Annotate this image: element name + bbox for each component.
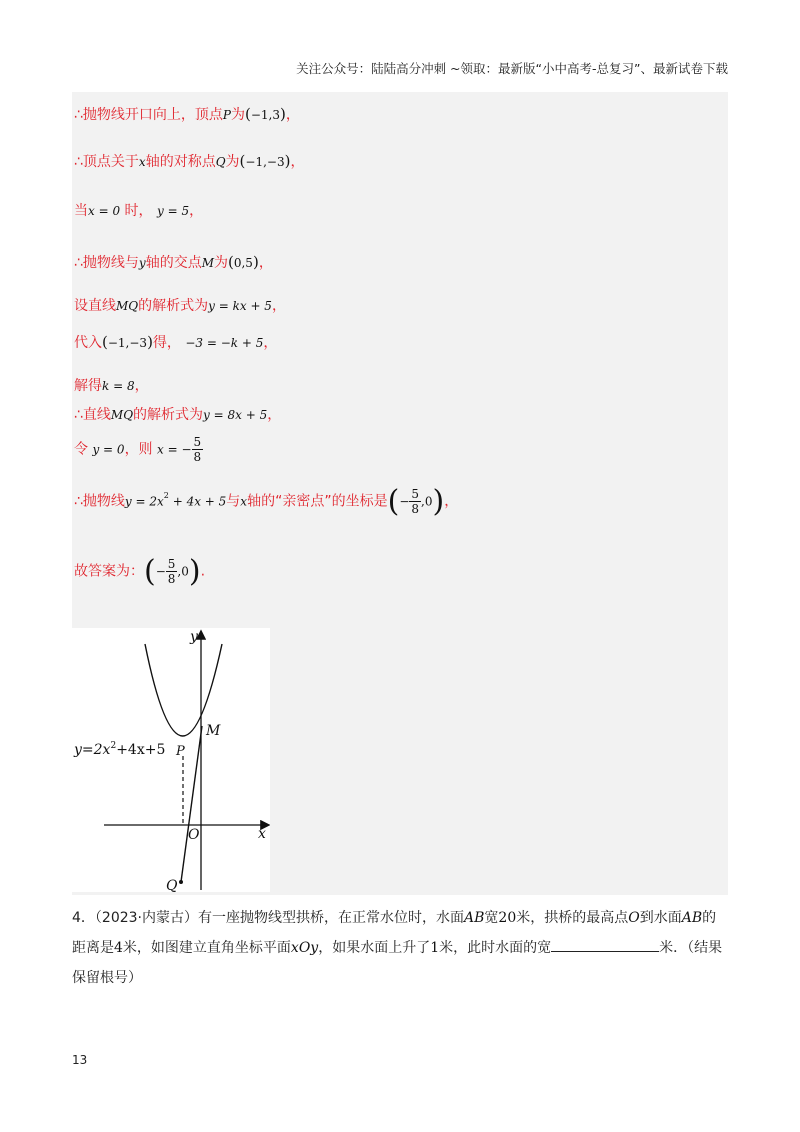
- fraction: [192, 435, 204, 464]
- text: 米，此时水面的宽: [439, 940, 552, 956]
- text: 当: [74, 203, 88, 219]
- point-p-label: P: [176, 744, 185, 759]
- text: ∴抛物线开口向上，顶点: [74, 107, 223, 123]
- x-axis-label: x: [258, 826, 266, 842]
- coordinate: 0,5: [233, 256, 253, 270]
- math-var: O: [628, 910, 640, 926]
- parabola-graph: [72, 628, 270, 892]
- math-var: Q: [215, 155, 226, 169]
- equation: x = −: [157, 442, 192, 457]
- point-m-label: M: [206, 723, 221, 739]
- coordinate: −1,−3: [245, 155, 285, 169]
- minus-sign: −: [155, 564, 166, 579]
- math-number: 1: [430, 940, 440, 956]
- solution-line-3: [74, 200, 203, 220]
- text: ∴顶点关于: [74, 154, 139, 170]
- point-q: [179, 880, 183, 884]
- text: 轴的“亲密点”的坐标是: [247, 493, 388, 510]
- numerator: 5: [411, 487, 420, 501]
- exponent: 2: [163, 490, 169, 500]
- y-axis-label: y: [190, 629, 198, 645]
- math-var: x: [240, 494, 248, 509]
- point-q-label: Q: [166, 878, 178, 892]
- text: ，: [258, 255, 273, 271]
- solution-line-2: ∴顶点关于x轴的对称点Q为(−1,−3)，: [74, 152, 305, 170]
- math-var: MQ: [110, 408, 134, 422]
- text: ，: [263, 335, 278, 351]
- solution-line-4: ∴抛物线与y轴的交点M为(0,5)，: [74, 253, 273, 271]
- origin-label: O: [188, 827, 200, 843]
- exponent: 2: [110, 741, 117, 751]
- page-header: 关注公众号：陆陆高分冲刺 ~领取：最新版“小中高考-总复习”、最新试卷下载: [296, 61, 728, 76]
- text: ，: [189, 203, 204, 219]
- text: 代入: [74, 335, 102, 351]
- question-source: （2023·内蒙古）: [94, 910, 199, 926]
- text: 得，: [152, 335, 181, 351]
- text: ∴抛物线与: [74, 255, 139, 271]
- math-var: M: [201, 256, 214, 270]
- text: 令: [74, 441, 88, 458]
- text: 宽: [484, 910, 499, 926]
- text: 为: [231, 107, 245, 123]
- question-number: 4．: [72, 910, 95, 926]
- answer-blank[interactable]: [551, 937, 659, 952]
- equation: + 4x + 5: [168, 494, 227, 509]
- equation-part: y=2x: [74, 742, 111, 758]
- math-var: y: [138, 256, 146, 270]
- text: 为: [214, 255, 228, 271]
- text: 的距离是: [72, 910, 717, 956]
- text: .: [200, 563, 206, 580]
- equation: y = 2x: [124, 494, 164, 509]
- solution-line-9: [74, 435, 203, 464]
- text: 到水面: [639, 910, 682, 926]
- text: 解得: [74, 378, 102, 394]
- math-var: AB: [464, 910, 485, 926]
- coordinate: −1,3: [250, 108, 280, 122]
- solution-line-6: 代入(−1,−3)得， −3 = −k + 5，: [74, 333, 278, 351]
- denominator: 8: [411, 502, 420, 516]
- math-var: MQ: [116, 299, 139, 313]
- equation: −3 = −k + 5: [185, 336, 264, 350]
- math-var: P: [222, 108, 231, 122]
- solution-line-1: ∴抛物线开口向上，顶点P为(−1,3)，: [74, 105, 300, 123]
- parabola-equation: [73, 741, 165, 758]
- text: ，: [444, 493, 459, 510]
- text: 米，拱桥的最高点: [516, 910, 629, 926]
- equation: y = kx + 5: [208, 299, 272, 313]
- equation: y = 8x + 5: [203, 408, 268, 422]
- text: 为: [225, 154, 240, 170]
- text: 米．（结果保留根号）: [72, 940, 723, 986]
- text: 轴的对称点: [145, 154, 216, 170]
- coordinate-tail: ,0: [421, 494, 433, 509]
- minus-sign: −: [399, 494, 410, 509]
- text: ，: [267, 407, 282, 423]
- math-var: AB: [681, 910, 703, 926]
- text: 的解析式为: [138, 298, 209, 314]
- text: ，: [271, 298, 286, 314]
- text: 时，: [124, 203, 153, 219]
- equation: y = 0: [92, 442, 125, 457]
- denominator: 8: [193, 450, 202, 464]
- equation: y = 5: [157, 204, 190, 218]
- graph-figure: [72, 628, 270, 892]
- equation: x = 0: [88, 204, 121, 218]
- text: 设直线: [74, 298, 116, 314]
- text: 米，如图建立直角坐标平面: [122, 940, 291, 956]
- numerator: 5: [193, 435, 202, 449]
- coordinate-tail: ,0: [177, 564, 189, 579]
- text: 有一座抛物线型拱桥，在正常水位时，水面: [198, 910, 465, 926]
- math-var: x: [138, 155, 146, 169]
- math-number: 20: [498, 910, 517, 926]
- equation: k = 8: [102, 379, 135, 393]
- text: 的解析式为: [133, 407, 204, 423]
- fraction: [409, 487, 421, 516]
- text: ，则: [124, 441, 153, 458]
- denominator: 8: [167, 572, 176, 586]
- solution-line-10: ∴抛物线$y = 2x^2 + 4x + 5$与x轴的“亲密点”的坐标是(− $\frac{5}{8}$ ,0)，: [74, 484, 459, 519]
- text: ，如果水面上升了: [318, 940, 431, 956]
- fraction: [166, 557, 178, 586]
- question-4: [72, 903, 728, 993]
- text: 轴的交点: [145, 255, 202, 271]
- page-number: 13: [72, 1053, 88, 1067]
- numerator: 5: [167, 557, 176, 571]
- coordinate: −1,−3: [107, 336, 148, 350]
- math-number: 4: [114, 940, 123, 956]
- text: ，: [285, 107, 300, 123]
- equation-part: +4x+5: [116, 742, 166, 758]
- solution-line-7: [74, 375, 149, 395]
- text: ，: [134, 378, 149, 394]
- text: ∴抛物线: [74, 493, 125, 510]
- math-var: xOy: [290, 940, 319, 956]
- text: ，: [290, 154, 305, 170]
- text: ∴直线: [74, 407, 111, 423]
- solution-line-5: [74, 295, 286, 315]
- solution-line-11: 故答案为：(− $\frac{5}{8}$ ,0).: [74, 554, 206, 589]
- text: 与: [226, 493, 241, 510]
- text: 故答案为：: [74, 563, 144, 580]
- solution-line-8: [74, 404, 281, 424]
